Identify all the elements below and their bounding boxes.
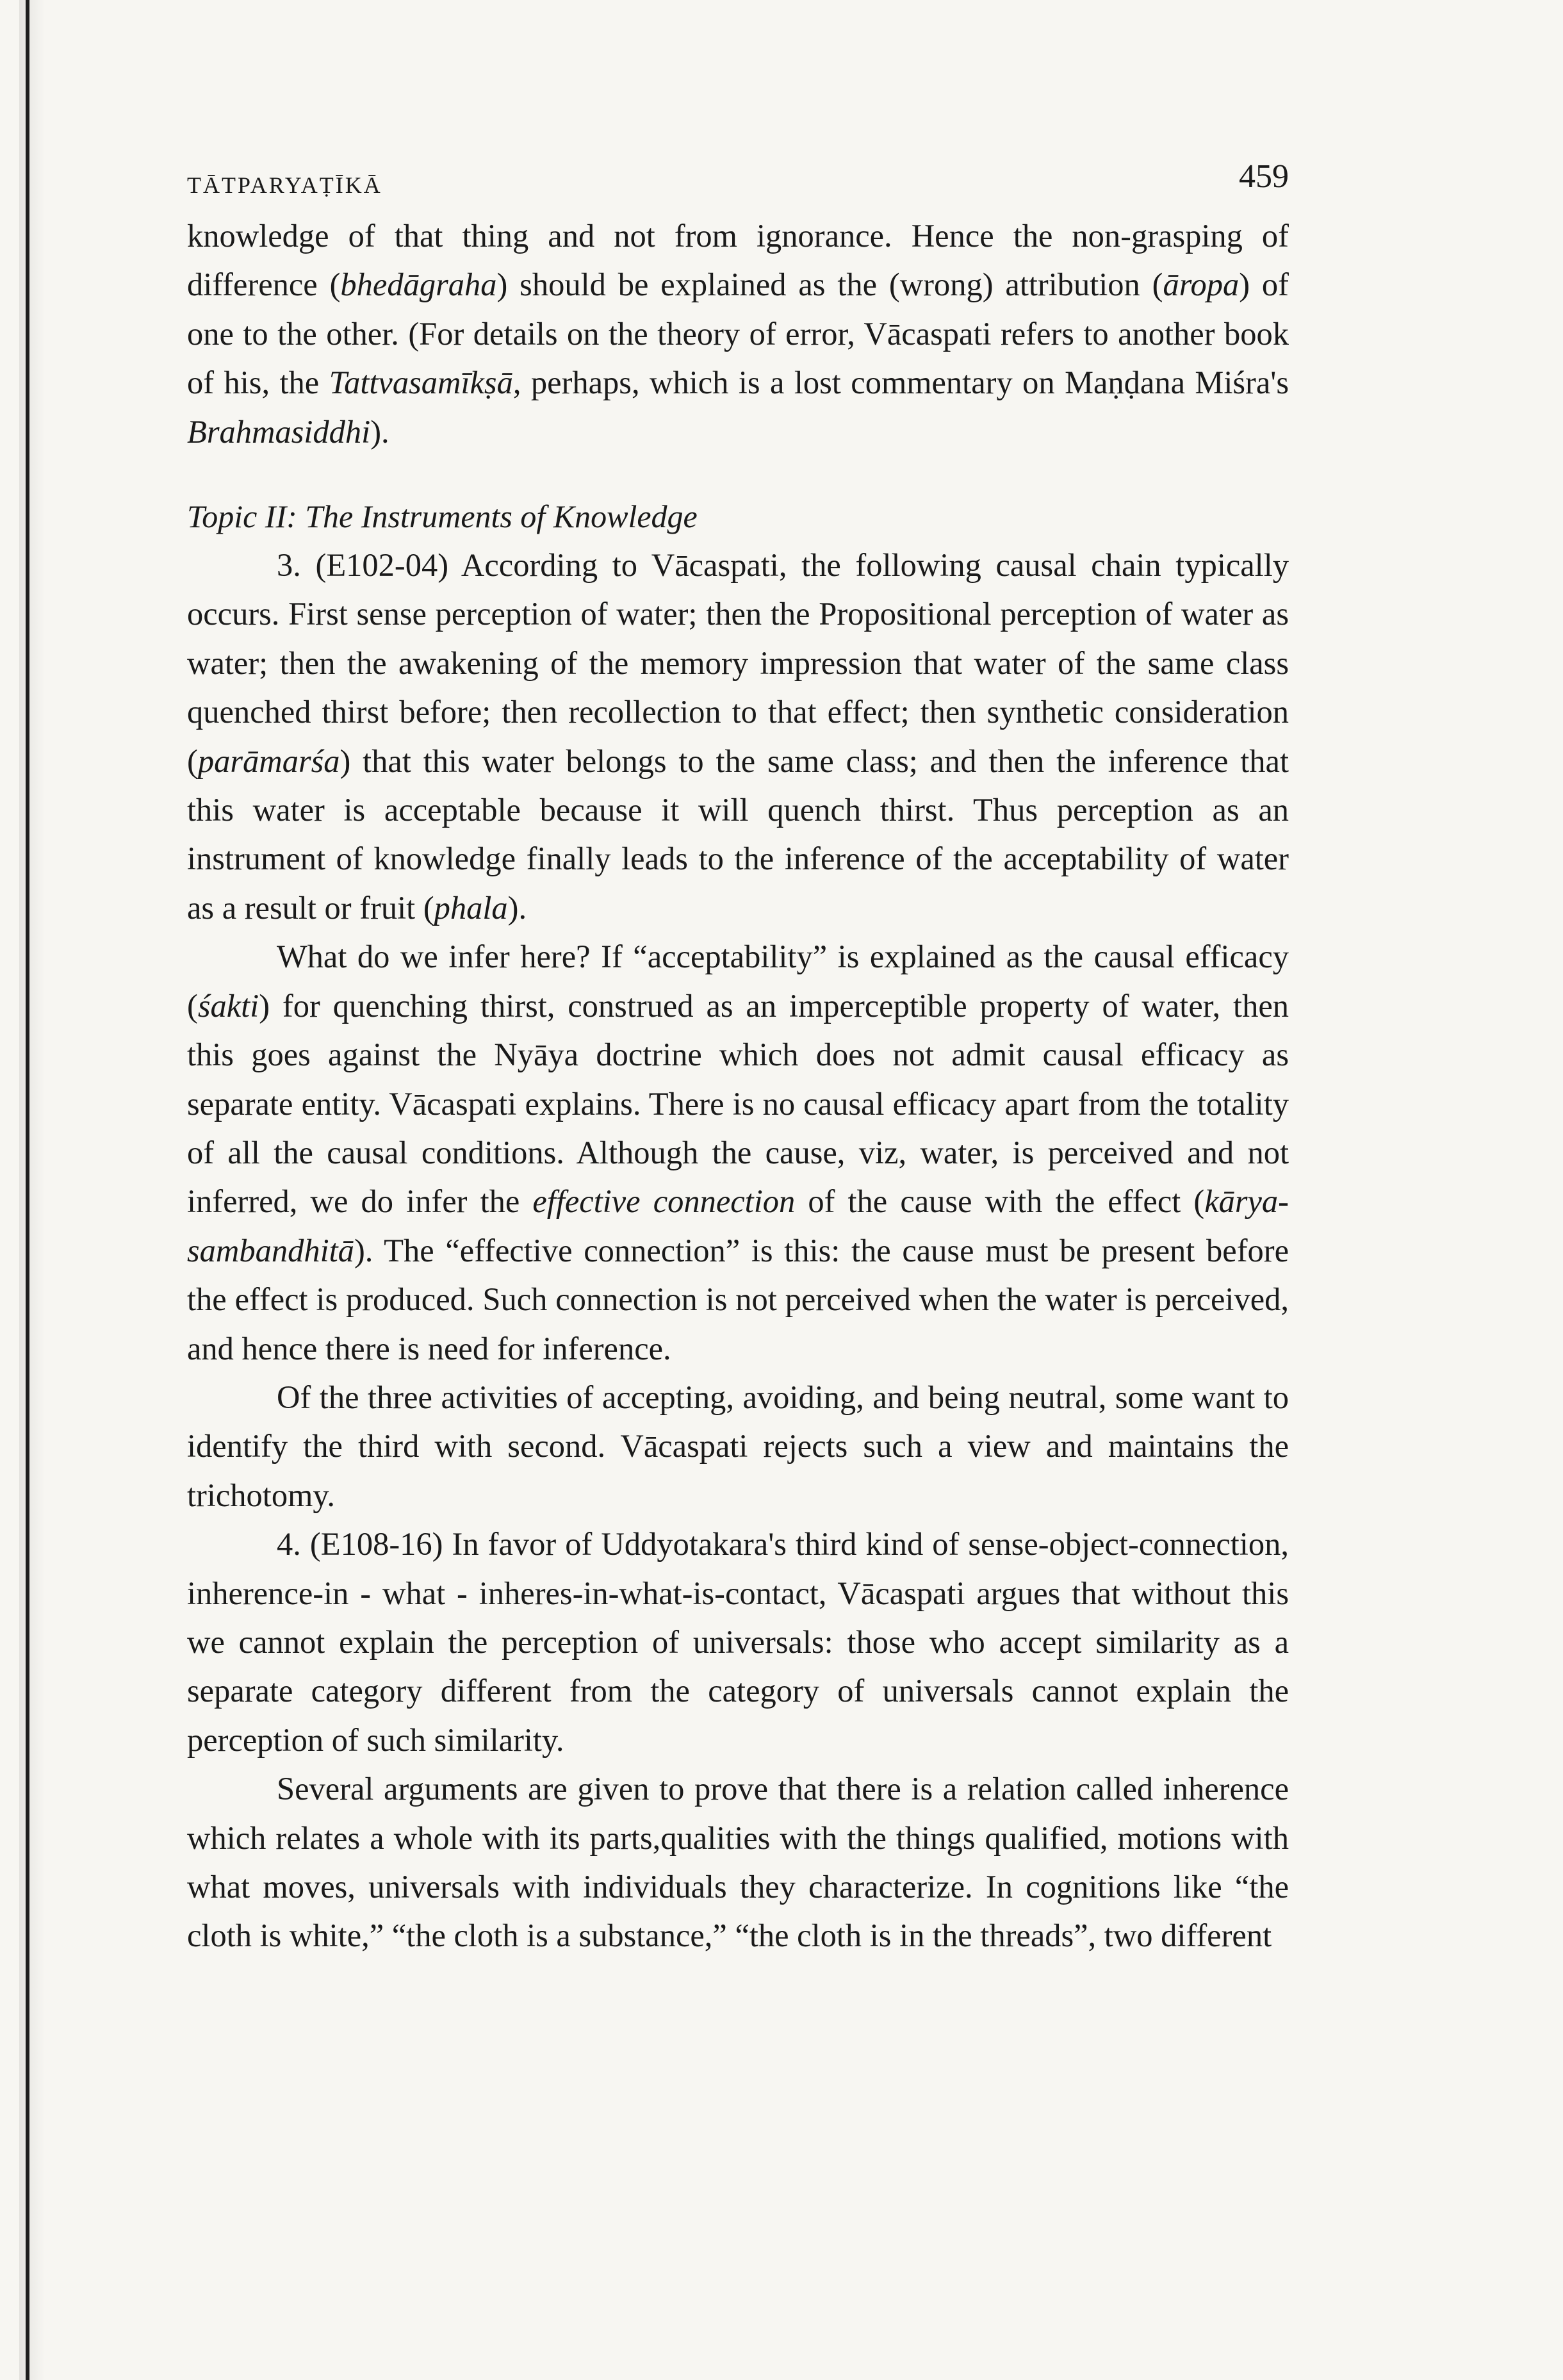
paragraph-5: 4. (E108-16) In favor of Uddyotakara's third kind of sense-object-connection, inherence-in - what - inheres-in-what-is-contact, Vācaspati argues that without this we cannot explain the perception of universals: those who accept similarity as a separate category different from the category of universals cannot explain the perception of such similarity. bbox=[187, 1526, 1289, 1758]
p1-text-2: ) should be explained as the (wrong) attribution ( bbox=[496, 267, 1163, 303]
p3-term-sakti: śakti bbox=[197, 987, 259, 1024]
p3-term-karya-sambandhita: kārya-sambandhitā bbox=[187, 1183, 1289, 1268]
paragraph-6: Several arguments are given to prove that there is a relation called inherence which relates a whole with its parts,qualities with the things qualified, motions with what moves, universals with individuals they characterize. In cognitions like “the cloth is white,” “the cloth is a substance,” “the cloth is in the threads”, two different bbox=[187, 1771, 1289, 1954]
p1-title-tattvasamiksa: Tattvasamīkṣā bbox=[329, 365, 513, 401]
p3-text-3: of the cause with the effect ( bbox=[795, 1183, 1205, 1220]
binding-shadow bbox=[19, 0, 45, 2380]
paragraph-1 bbox=[187, 211, 1289, 456]
p2-text-1: 3. (E102-04) According to Vācaspati, the following causal chain typically occurs. First sense perception of water; then the Propositional perception of water as water; then the awakening of the memory impression that water of the same class quenched thirst before; then recollection to that effect; then synthetic consideration ( bbox=[187, 547, 1289, 779]
book-page bbox=[187, 154, 1289, 1960]
p1-text-4: , perhaps, which is a lost commentary on Maṇḍana Miśra's bbox=[512, 365, 1289, 401]
p1-text-5: ). bbox=[370, 413, 389, 450]
p2-text-2: ) that this water belongs to the same class; and then the inference that this water is acceptable because it will quench thirst. Thus perception as an instrument of knowledge finally leads to the inference of the acceptability of water as a result or fruit ( bbox=[187, 743, 1289, 926]
p3-term-effective-connection: effective connection bbox=[532, 1183, 796, 1220]
paragraph-2 bbox=[187, 541, 1289, 932]
p3-text-1: What do we infer here? If “acceptability” is explained as the causal efficacy ( bbox=[187, 939, 1289, 1024]
p3-text-4: ). The “effective connection” is this: the cause must be present before the effect is produced. Such connection is not perceived when the water is perceived, and hence there is need for inference. bbox=[187, 1232, 1289, 1366]
p3-text-2: ) for quenching thirst, construed as an imperceptible property of water, then this goes against the Nyāya doctrine which does not admit causal efficacy as separate entity. Vācaspati explains. There is no causal efficacy apart from the totality of all the causal conditions. Although the cause, viz, water, is perceived and not inferred, we do infer the bbox=[187, 987, 1289, 1220]
p1-title-brahmasiddhi: Brahmasiddhi bbox=[187, 413, 371, 450]
running-header bbox=[187, 154, 1289, 211]
p2-term-phala: phala bbox=[434, 889, 508, 926]
topic-heading: Topic II: The Instruments of Knowledge bbox=[187, 498, 698, 535]
paragraph-3 bbox=[187, 932, 1289, 1373]
p2-text-3: ). bbox=[507, 889, 527, 926]
paragraph-4: Of the three activities of accepting, avoiding, and being neutral, some want to identify the third with second. Vācaspati rejects such a view and maintains the trichotomy. bbox=[187, 1379, 1289, 1513]
p2-term-paramarsa: parāmarśa bbox=[197, 743, 340, 779]
p1-text-1: knowledge of that thing and not from ignorance. Hence the non-grasping of difference ( bbox=[187, 218, 1289, 303]
p1-term-aropa: āropa bbox=[1163, 267, 1240, 303]
p1-text-3: ) of one to the other. (For details on the theory of error, Vācaspati refers to another book of his, the bbox=[187, 267, 1289, 401]
page-number: 459 bbox=[1239, 158, 1289, 195]
running-title: TĀTPARYAṬĪKĀ bbox=[187, 172, 382, 198]
p1-term-bhedagraha: bhedāgraha bbox=[340, 267, 497, 303]
binding-edge bbox=[26, 0, 29, 2380]
